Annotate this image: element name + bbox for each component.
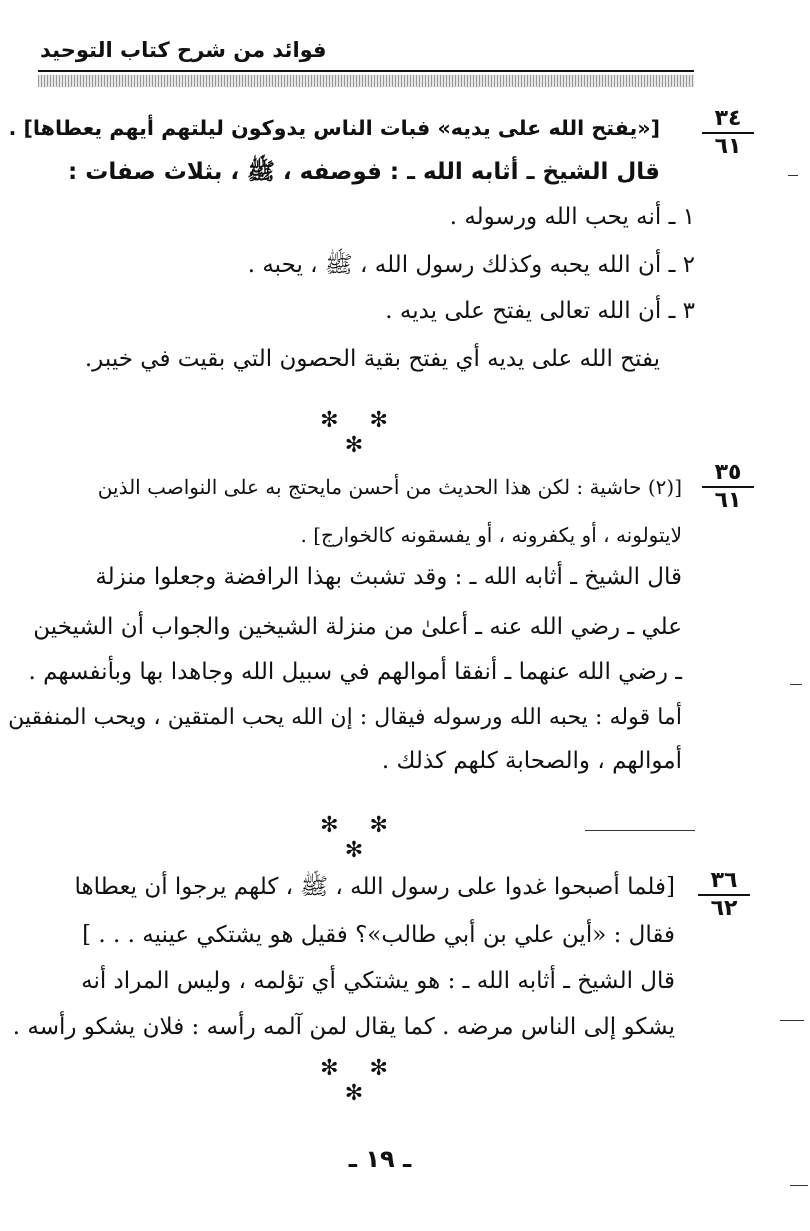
section-separator: ✻ ✻ ✻ bbox=[320, 813, 400, 863]
commentary-line: علي ـ رضي الله عنه ـ أعلىٰ من منزلة الشيخين والجواب أن الشيخين bbox=[33, 614, 682, 640]
scan-artifact-mark bbox=[780, 1020, 804, 1021]
hadith-text-line: [فلما أصبحوا غدوا على رسول الله ، ﷺ ، كلهم يرجوا أن يعطاها bbox=[74, 874, 675, 900]
scan-artifact-mark bbox=[790, 1185, 808, 1186]
hadith-text-line: فقال : «أين علي بن أبي طالب»؟ فقيل هو يشتكي عينيه . . . ] bbox=[82, 922, 675, 948]
commentary-line: قال الشيخ ـ أثابه الله ـ : هو يشتكي أي تؤلمه ، وليس المراد أنه bbox=[81, 968, 675, 994]
commentary-line: قال الشيخ ـ أثابه الله ـ : وقد تشبث بهذا الرافضة وجعلوا منزلة bbox=[95, 564, 682, 590]
reference-number-bottom: ٦١ bbox=[714, 134, 742, 159]
running-header-title: فوائد من شرح كتاب التوحيد bbox=[40, 38, 327, 62]
commentary-line: أموالهم ، والصحابة كلهم كذلك . bbox=[381, 748, 682, 774]
hadith-text-line: [«يفتح الله على يديه» فبات الناس يدوكون ليلتهم أيهم يعطاها] . bbox=[8, 116, 660, 140]
reference-number-bottom: ٦١ bbox=[714, 488, 742, 513]
commentary-line: قال الشيخ ـ أثابه الله ـ : فوصفه ، ﷺ ، بثلاث صفات : bbox=[68, 159, 660, 185]
scan-artifact-line bbox=[585, 830, 695, 831]
reference-number-bottom: ٦٢ bbox=[710, 896, 738, 921]
reference-number bbox=[700, 106, 756, 160]
scan-artifact-mark bbox=[790, 684, 802, 685]
footnote-line: [(٢) حاشية : لكن هذا الحديث من أحسن مايحتج به على النواصب الذين bbox=[97, 475, 682, 499]
list-item: ٣ ـ أن الله تعالى يفتح على يديه . bbox=[385, 298, 695, 324]
commentary-line: أما قوله : يحبه الله ورسوله فيقال : إن الله يحب المتقين ، ويحب المنفقين bbox=[8, 704, 682, 730]
reference-number bbox=[696, 868, 752, 922]
footnote-line: لايتولونه ، أو يكفرونه ، أو يفسقونه كالخوارج] . bbox=[300, 523, 682, 547]
reference-number-top: ٣٤ bbox=[714, 106, 742, 131]
reference-number-top: ٣٦ bbox=[710, 868, 738, 893]
page-number: ـ ١٩ ـ bbox=[348, 1145, 412, 1173]
section-separator: ✻ ✻ ✻ bbox=[320, 408, 400, 458]
commentary-line: ـ رضي الله عنهما ـ أنفقا أموالهم في سبيل الله وجاهدا بها وبأنفسهم . bbox=[28, 659, 682, 685]
commentary-line: يشكو إلى الناس مرضه . كما يقال لمن آلمه رأسه : فلان يشكو رأسه . bbox=[12, 1014, 675, 1040]
header-band bbox=[38, 75, 694, 87]
reference-number bbox=[700, 460, 756, 514]
reference-number-top: ٣٥ bbox=[714, 460, 742, 485]
list-item: ٢ ـ أن الله يحبه وكذلك رسول الله ، ﷺ ، يحبه . bbox=[247, 252, 695, 278]
header-rule bbox=[38, 70, 694, 72]
text-line: يفتح الله على يديه أي يفتح بقية الحصون التي بقيت في خيبر. bbox=[84, 346, 660, 372]
list-item: ١ ـ أنه يحب الله ورسوله . bbox=[449, 204, 695, 230]
scan-artifact-mark bbox=[788, 175, 798, 176]
section-separator: ✻ ✻ ✻ bbox=[320, 1056, 400, 1106]
